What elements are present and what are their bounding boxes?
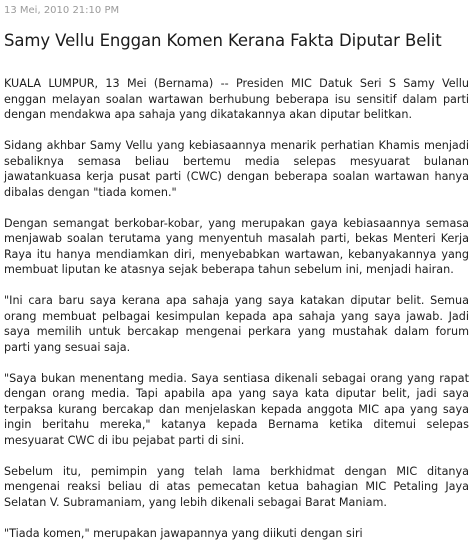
article-paragraph: Sidang akhbar Samy Vellu yang kebiasaannya menarik perhatian Khamis menjadi sebaliknya semasa beliau bertemu media selepas mesyuarat bulanan jawatankuasa kerja pusat parti (CWC) dengan beberapa soalan wartawan hanya dibalas dengan "tiada komen.": [4, 139, 469, 199]
article-headline: Samy Vellu Enggan Komen Kerana Fakta Diputar Belit: [4, 31, 442, 50]
article-paragraph: KUALA LUMPUR, 13 Mei (Bernama) -- Presiden MIC Datuk Seri S Samy Vellu enggan melayan soalan wartawan berhubung beberapa isu sensitif dalam parti dengan mendakwa apa sahaja yang dikatakannya akan diputar belitkan.: [4, 77, 469, 121]
article-paragraph: "Saya bukan menentang media. Saya sentiasa dikenali sebagai orang yang rapat dengan orang media. Tapi apabila apa yang saya kata diputar belit, jadi saya terpaksa kurang bercakap dan menjelaskan kepada anggota MIC apa yang saya ingin beritahu mereka," katanya kepada Bernama ketika ditemui selepas mesyuarat CWC di ibu pejabat parti di sini.: [4, 371, 469, 447]
article-paragraph: "Tiada komen," merupakan jawapannya yang diikuti dengan siri: [4, 526, 363, 540]
article-body: [4, 76, 469, 541]
article-timestamp: 13 Mei, 2010 21:10 PM: [4, 5, 120, 16]
article-paragraph: "Ini cara baru saya kerana apa sahaja yang saya katakan diputar belit. Semua orang membuat pelbagai kesimpulan kepada apa sahaja yang saya jawab. Jadi saya memilih untuk bercakap mengenai perkara yang mustahak dalam forum parti yang sesuai saja.: [4, 294, 469, 354]
news-article: [4, 4, 469, 557]
article-paragraph: Sebelum itu, pemimpin yang telah lama berkhidmat dengan MIC ditanya mengenai reaksi beliau di atas pemecatan ketua bahagian MIC Petaling Jaya Selatan V. Subramaniam, yang lebih dikenali sebagai Barat Maniam.: [4, 464, 469, 509]
article-paragraph: Dengan semangat berkobar-kobar, yang merupakan gaya kebiasaannya semasa menjawab soalan terutama yang menyentuh masalah parti, bekas Menteri Kerja Raya itu hanya mendiamkan diri, menyebabkan wartawan, kebanyakannya yang membuat liputan ke atasnya sejak beberapa tahun sebelum ini, menjadi hairan.: [4, 216, 469, 276]
